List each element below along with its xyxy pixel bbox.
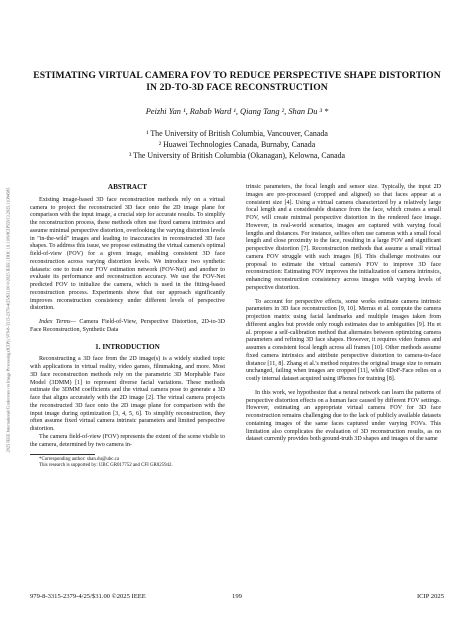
right-paragraph-1: trinsic parameters, the focal length and sensor size. Typically, the input 2D images are pre-processed (cropped and aligned) so that faces appear at a consistent size [4]. Using a virtual camera characterized by a relatively large focal length and a considerable distance from the face, which creates a small FOV, will create minimal perspective distortion in the rendered face image. However, in real-world scenarios, images are captured with varying focal lengths and distances. For instance, selfies often use cameras with a small focal length and close proximity to the face, resulting in a large FOV and significant perspective distortion [7]. Reconstruction methods that assume a small virtual camera FOV struggle with such images [8]. This challenge motivates our proposal to estimate the virtual camera's FOV to improve 3D face reconstruction: Estimating FOV improves the initialization of camera intrinsics, enhancing reconstruction consistency across images with varying levels of perspective distortion. — [246, 184, 441, 291]
intro-paragraph-2: The camera field-of-view (FOV) represents the extent of the scene visible to the camera, determined by two camera in- — [30, 433, 225, 448]
footnote-rule — [30, 454, 95, 455]
footer-isbn: 979-8-3315-2379-4/25/$31.00 ©2025 IEEE — [30, 593, 146, 600]
authors: Peizhi Yan ¹, Rabab Ward ¹, Qiang Tang ², Shan Du ³ * — [145, 107, 329, 116]
intro-paragraph-1: Reconstructing a 3D face from the 2D image(s) is a widely studied topic with applications in virtual reality, video games, filmmaking, and more. Most 3D face reconstruction methods rely on the parametric 3D Morphable Face Model (3DMM) [1] to represent diverse facial variations. These methods estimate the 3DMM coefficients and the virtual camera pose to generate a 3D face that aligns accurately with the 2D image [2]. The virtual camera projects the reconstructed 3D face onto the 2D image plane for comparison with the input image during optimization [3, 4, 5, 6]. To simplify reconstruction, they often assume fixed virtual camera intrinsic parameters and limited perspective distortion. — [30, 356, 225, 432]
footer-page-number: 199 — [232, 593, 242, 600]
right-column — [246, 184, 441, 444]
affiliation-1: ¹ The University of British Columbia, Vancouver, Canada — [146, 129, 328, 138]
affiliation-2: ² Huawei Technologies Canada, Burnaby, Canada — [158, 140, 316, 150]
footnote-funding: This research is supported by: UBC GR017752 and CFI GR025942. — [39, 463, 173, 469]
index-terms — [30, 319, 225, 335]
index-terms-text: Camera Field-of-View, Perspective Distortion, 2D-to-3D Face Reconstruction, Synthetic Data — [30, 319, 226, 333]
right-paragraph-2: To account for perspective effects, some works estimate camera intrinsic parameters in 3D face reconstruction [9, 10]. Merras et al. compute the camera projection matrix using facial landmarks and multiple images taken from different angles but provide only rough estimates due to ambiguities [9]. Hu et al. propose a self-calibration method that alternates between optimizing camera parameters and refining 3D face shapes. However, it requires video frames and assumes a consistent focal length across all frames [10]. Other methods assume fixed camera intrinsics and attribute perspective distortion to camera-to-face distance [11, 8]. Zhang et al.'s method requires the original image size to remain unchanged, failing when images are cropped [11], while 6DoF-Face relies on a costly internal dataset acquired using iPhones for training [8]. — [246, 298, 441, 382]
doi-text: 2025 IEEE International Conference on Image Processing (ICIP) | 979-8-3315-2379-4/25/$31.00 ©2025 IEEE | DOI: 10.1109/ICIP55913.2025.11084585 — [5, 187, 11, 453]
abstract-heading: ABSTRACT — [107, 183, 148, 191]
doi-sidebar — [2, 60, 14, 580]
right-paragraph-3: In this work, we hypothesize that a neural network can learn the patterns of perspective distortion effects on a human face caused by different FOV settings. However, estimating an appropriate virtual camera FOV for 3D face reconstruction remains challenging due to the lack of publicly available datasets containing images of the same faces captured under varying FOVs. This limitation also complicates the evaluation of 3D reconstruction results, as no dataset currently provides both ground-truth 3D shapes and images of the same — [246, 389, 441, 443]
footer-venue: ICIP 2025 — [416, 593, 444, 600]
footnote-corresponding: *Corresponding author: shan.du@ubc.ca — [39, 457, 120, 463]
index-terms-label: Index Terms— — [39, 319, 76, 325]
affiliation-3: ³ The University of British Columbia (Okanagan), Kelowna, Canada — [128, 151, 346, 161]
intro-heading: 1. INTRODUCTION — [95, 342, 160, 351]
affiliations — [30, 128, 444, 162]
left-column — [30, 184, 225, 470]
abstract-text: Existing image-based 3D face reconstruction methods rely on a virtual camera to project the reconstructed 3D face onto the 2D image plane for comparison with the input image, a crucial step for accurate results. To simplify the reconstruction process, these methods often use fixed camera intrinsics and assume minimal perspective distortion, overlooking the varying distortion levels in "in-the-wild" images and leading to inaccuracies in reconstructed 3D face shapes. To address this issue, we propose estimating the virtual camera's optimal field-of-view (FOV) for a given image, enabling consistent 3D face reconstruction across varying distortion levels. We introduce two synthetic datasets: one to train our FOV estimation network (FOV-Net) and another to evaluate its performance and reconstruction accuracy. We use the FOV-Net predicted FOV to initialize the camera, which is used in the fitting-based reconstruction process. Experiments show that our approach significantly improves reconstruction consistency under different levels of perspective distortion. — [30, 196, 225, 312]
paper-title: ESTIMATING VIRTUAL CAMERA FOV TO REDUCE PERSPECTIVE SHAPE DISTORTION IN 2D-TO-3D FACE RECONSTRUCTION — [33, 70, 441, 93]
